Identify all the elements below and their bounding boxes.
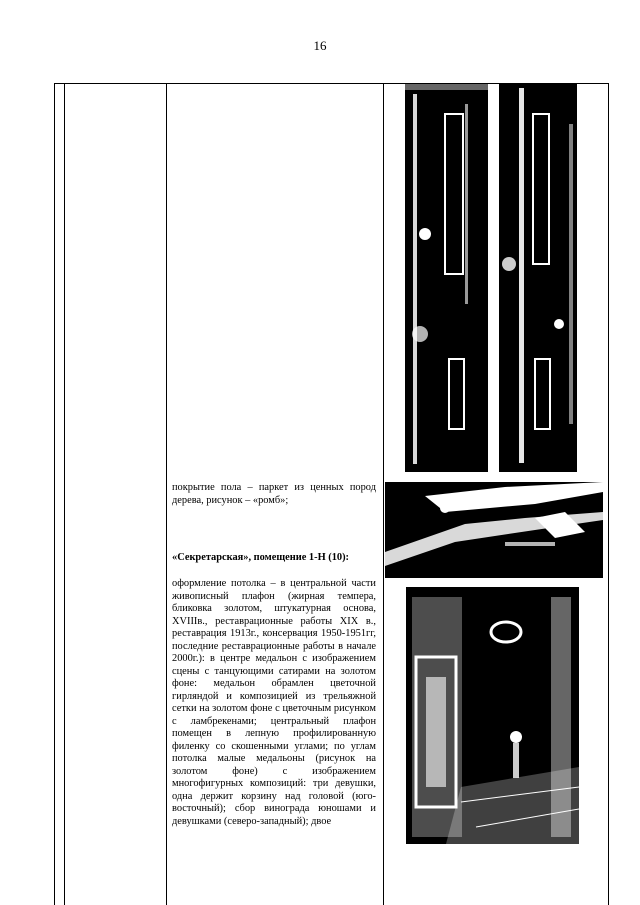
secretary-room-interior-photo [406,587,579,844]
parquet-floor-photo [385,482,603,578]
ceiling-description: оформление потолка – в центральной части живописный плафон (жирная темпера, бликовка золотом, штукатурная основа, XVIIIв., реставрационные работы XIX в., реставрация 1913г., консервация 1950-1951гг, последние реставрационные работы в начале 2000г.): в центре медальон с изображением сцены с танцующими сатирами на золотом фоне: медальон обрамлен цветочной гирляндой и композицией из трельяжной сетки на золотом фоне с цветочным рисунком с ламбрекенами; центральный плафон помещен в лепную профилированную филенку со скошенными углами; по углам потолка малые медальоны (рисунок на золотом фоне) с изображением многофигурных композиций: три девушки, одна держит корзину над головой (юго-восточный); сбор винограда юношами и девушками (северо-западный); двое [172,578,376,827]
floor-description: покрытие пола – паркет из ценных пород дерева, рисунок – «ромб»; [172,482,376,506]
page-number: 16 [313,38,327,53]
door-panel-right-photo [499,84,577,472]
door-panel-left-photo [405,84,488,472]
section-heading-secretary-room: «Секретарская», помещение 1-Н (10): [172,552,350,563]
